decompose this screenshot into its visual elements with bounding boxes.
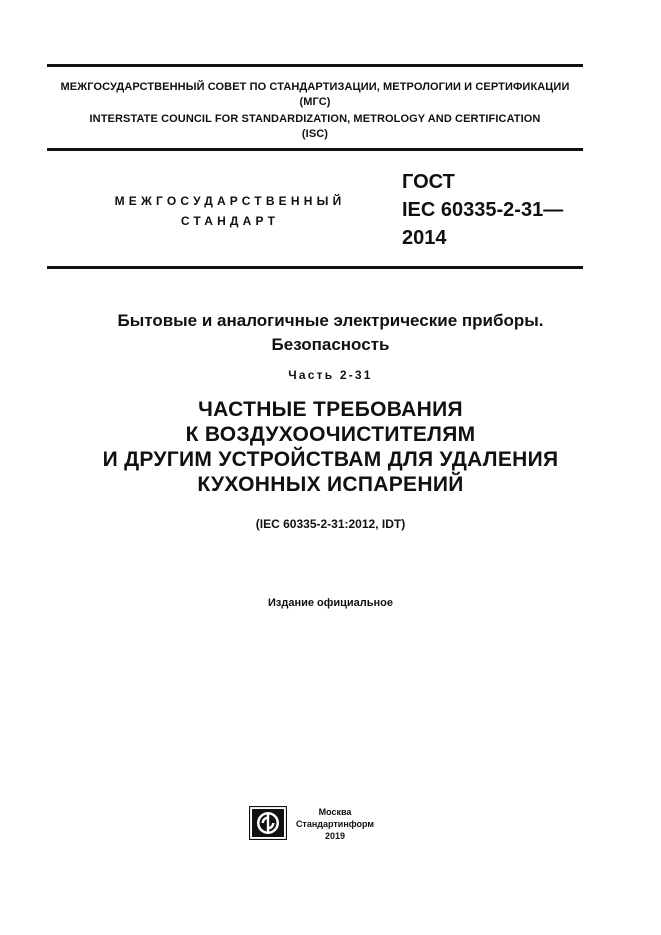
document-title <box>30 309 631 357</box>
part-number: Часть 2-31 <box>288 368 373 382</box>
standard-code-line-1: ГОСТ <box>402 171 455 193</box>
document-subtitle <box>30 397 631 497</box>
council-en-line-1: INTERSTATE COUNCIL FOR STANDARDIZATION, METROLOGY AND CERTIFICATION <box>89 113 541 125</box>
subtitle-line-4: КУХОННЫХ ИСПАРЕНИЙ <box>197 473 464 496</box>
standard-code-line-3: 2014 <box>402 227 447 249</box>
publication-year: 2019 <box>324 831 346 841</box>
council-en-line-2: (ISC) <box>301 128 329 140</box>
subtitle-line-2: К ВОЗДУХООЧИСТИТЕЛЯМ <box>185 423 476 446</box>
standard-kind-line-2: СТАНДАРТ <box>180 214 280 228</box>
council-name-en <box>47 112 583 142</box>
standartinform-logo-icon <box>249 806 287 840</box>
document-title-line-2: Безопасность <box>271 335 390 354</box>
council-ru-line-1: МЕЖГОСУДАРСТВЕННЫЙ СОВЕТ ПО СТАНДАРТИЗАЦИИ, МЕТРОЛОГИИ И СЕРТИФИКАЦИИ <box>60 81 570 93</box>
lower-divider <box>47 266 583 269</box>
publisher-city: Москва <box>318 807 352 817</box>
iec-reference: (IEC 60335-2-31:2012, IDT) <box>255 517 406 531</box>
subtitle-line-3: И ДРУГИМ УСТРОЙСТВАМ ДЛЯ УДАЛЕНИЯ <box>102 448 559 471</box>
standard-code <box>402 168 563 252</box>
publisher-name: Стандартинформ <box>295 819 375 829</box>
subtitle-line-1: ЧАСТНЫЕ ТРЕБОВАНИЯ <box>198 398 463 421</box>
middle-divider <box>47 148 583 151</box>
document-title-line-1: Бытовые и аналогичные электрические приборы. <box>117 311 544 330</box>
publisher-block <box>295 806 375 842</box>
top-divider <box>47 64 583 67</box>
standard-kind-line-1: МЕЖГОСУДАРСТВЕННЫЙ <box>114 194 346 208</box>
council-name-ru <box>47 80 583 110</box>
standard-code-line-2: IEC 60335-2-31— <box>402 199 564 221</box>
council-ru-line-2: (МГС) <box>299 96 331 108</box>
edition-note: Издание официальное <box>267 597 394 609</box>
